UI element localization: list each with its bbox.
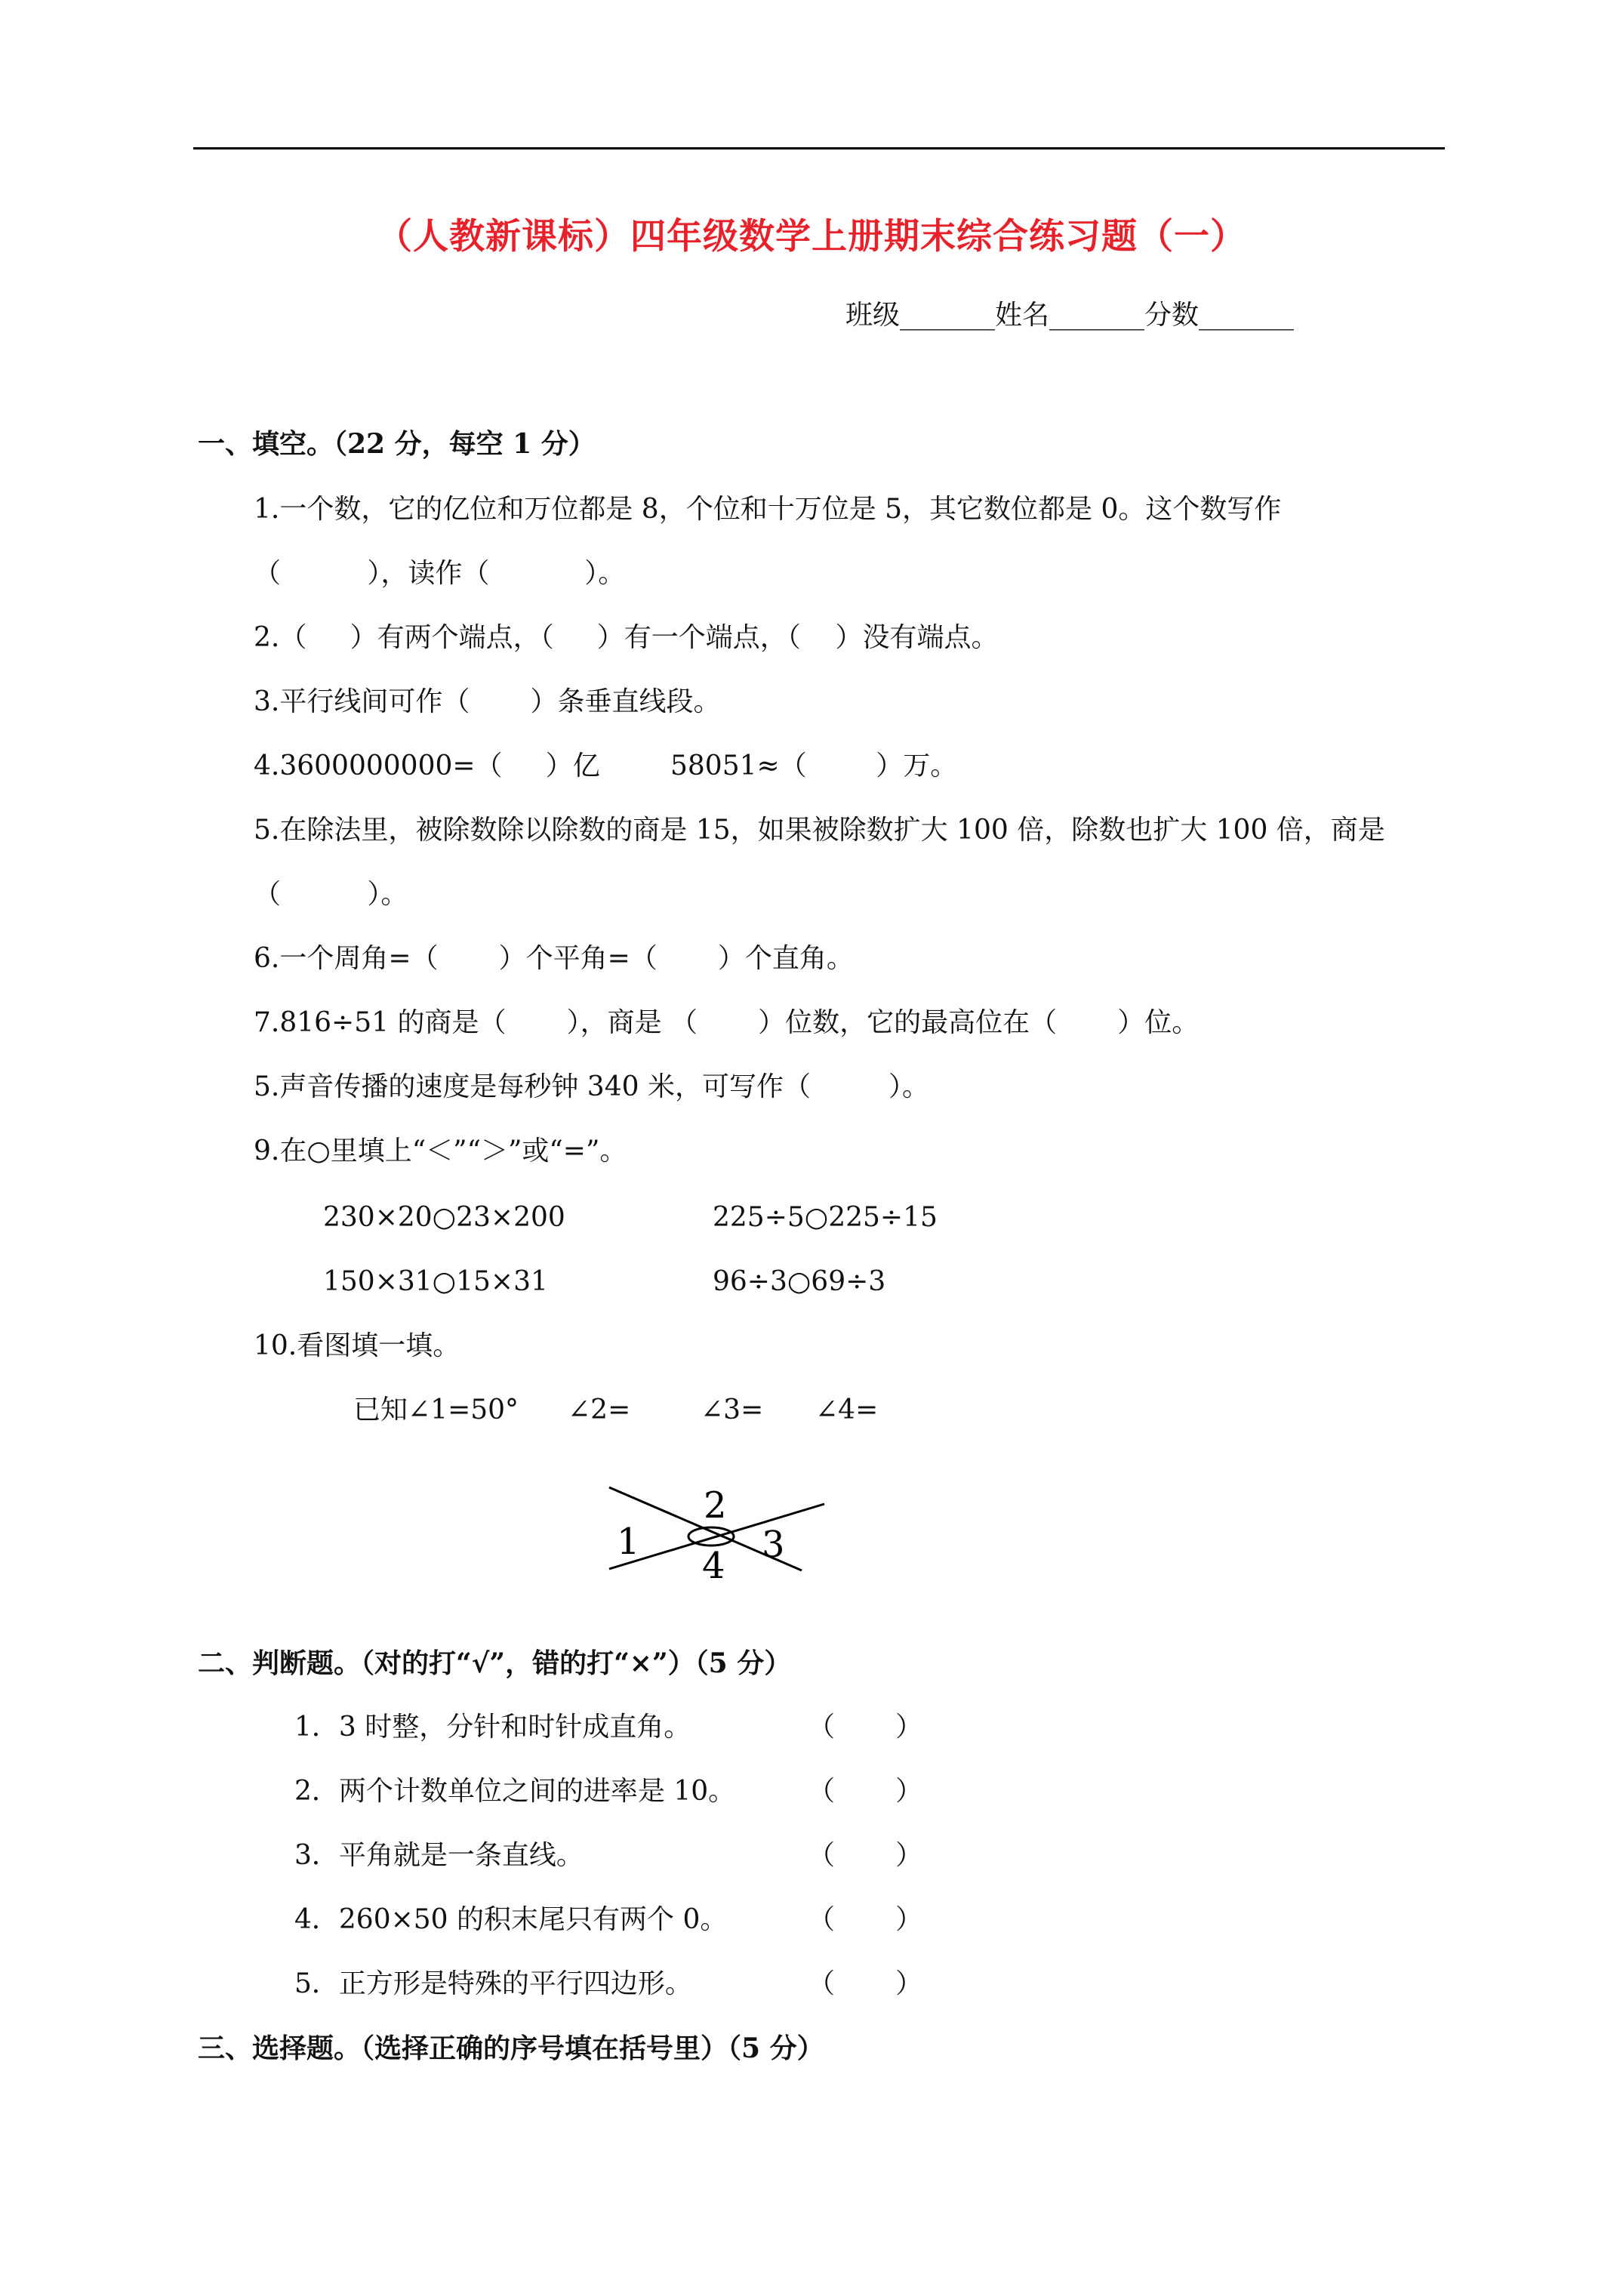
figure-label-4: 4 (702, 1545, 725, 1578)
angle-arc (688, 1527, 734, 1546)
q3: 3.平行线间可作（ ）条垂直线段。 (254, 686, 721, 717)
section3-heading: 三、选择题。（选择正确的序号填在括号里）（5 分） (198, 2032, 824, 2064)
q10-angle4: ∠4= (815, 1395, 879, 1425)
q1-line2: （ ），读作（ ）。 (254, 558, 626, 589)
section2-heading: 二、判断题。（对的打“√”，错的打“×”）（5 分） (198, 1647, 792, 1679)
figure-label-3: 3 (762, 1524, 785, 1566)
judge-answer-4[interactable]: （ ） (808, 1904, 923, 1935)
q9-item-2: 225÷5○225÷15 (713, 1202, 938, 1233)
page-title: （人教新课标）四年级数学上册期末综合练习题（一） (377, 216, 1246, 257)
section1-heading: 一、填空。（22 分，每空 1 分） (198, 428, 596, 460)
q2: 2.（ ）有两个端点，（ ）有一个端点，（ ）没有端点。 (254, 622, 999, 653)
q6: 6.一个周角=（ ）个平角=（ ）个直角。 (254, 943, 854, 974)
q8: 5.声音传播的速度是每秒钟 340 米，可写作（ ）。 (254, 1071, 929, 1102)
q10-angle2: ∠2= (568, 1395, 631, 1425)
judge-item-3: 3．平角就是一条直线。 (294, 1840, 584, 1871)
q1-line1: 1.一个数，它的亿位和万位都是 8，个位和十万位是 5，其它数位都是 0。这个数写作 (254, 494, 1282, 525)
q4-part-b: 58051≈（ ）万。 (670, 750, 958, 781)
q7: 7.816÷51 的商是（ ），商是 （ ）位数，它的最高位在（ ）位。 (254, 1007, 1200, 1038)
judge-answer-2[interactable]: （ ） (808, 1776, 923, 1807)
header-rule (193, 147, 1445, 149)
judge-item-4: 4．260×50 的积末尾只有两个 0。 (294, 1904, 728, 1935)
judge-answer-3[interactable]: （ ） (808, 1840, 923, 1871)
student-info-line: 班级_______姓名_______分数_______ (845, 300, 1295, 331)
q5-line2: （ ）。 (254, 879, 408, 910)
judge-answer-5[interactable]: （ ） (808, 1968, 923, 1999)
judge-answer-1[interactable]: （ ） (808, 1712, 923, 1743)
q10: 10.看图填一填。 (254, 1330, 460, 1361)
q4-part-a: 4.3600000000=（ ）亿 (254, 750, 600, 781)
judge-item-5: 5．正方形是特殊的平行四边形。 (294, 1968, 692, 1999)
q9-item-4: 96÷3○69÷3 (713, 1266, 886, 1297)
q10-angle3: ∠3= (701, 1395, 764, 1425)
q9-item-1: 230×20○23×200 (323, 1202, 565, 1233)
judge-item-1: 1．3 时整，分针和时针成直角。 (294, 1712, 691, 1743)
q10-known-angle: 已知∠1=50° (353, 1395, 519, 1425)
figure-label-1: 1 (617, 1521, 640, 1563)
q5-line1: 5.在除法里，被除数除以除数的商是 15，如果被除数扩大 100 倍，除数也扩大 100 倍，商是 (254, 815, 1385, 846)
figure-label-2: 2 (704, 1484, 727, 1527)
q9: 9.在○里填上“＜”“＞”或“=”。 (254, 1136, 627, 1166)
angle-figure (600, 1472, 827, 1578)
judge-item-2: 2．两个计数单位之间的进率是 10。 (294, 1776, 736, 1807)
q9-item-3: 150×31○15×31 (323, 1266, 548, 1297)
